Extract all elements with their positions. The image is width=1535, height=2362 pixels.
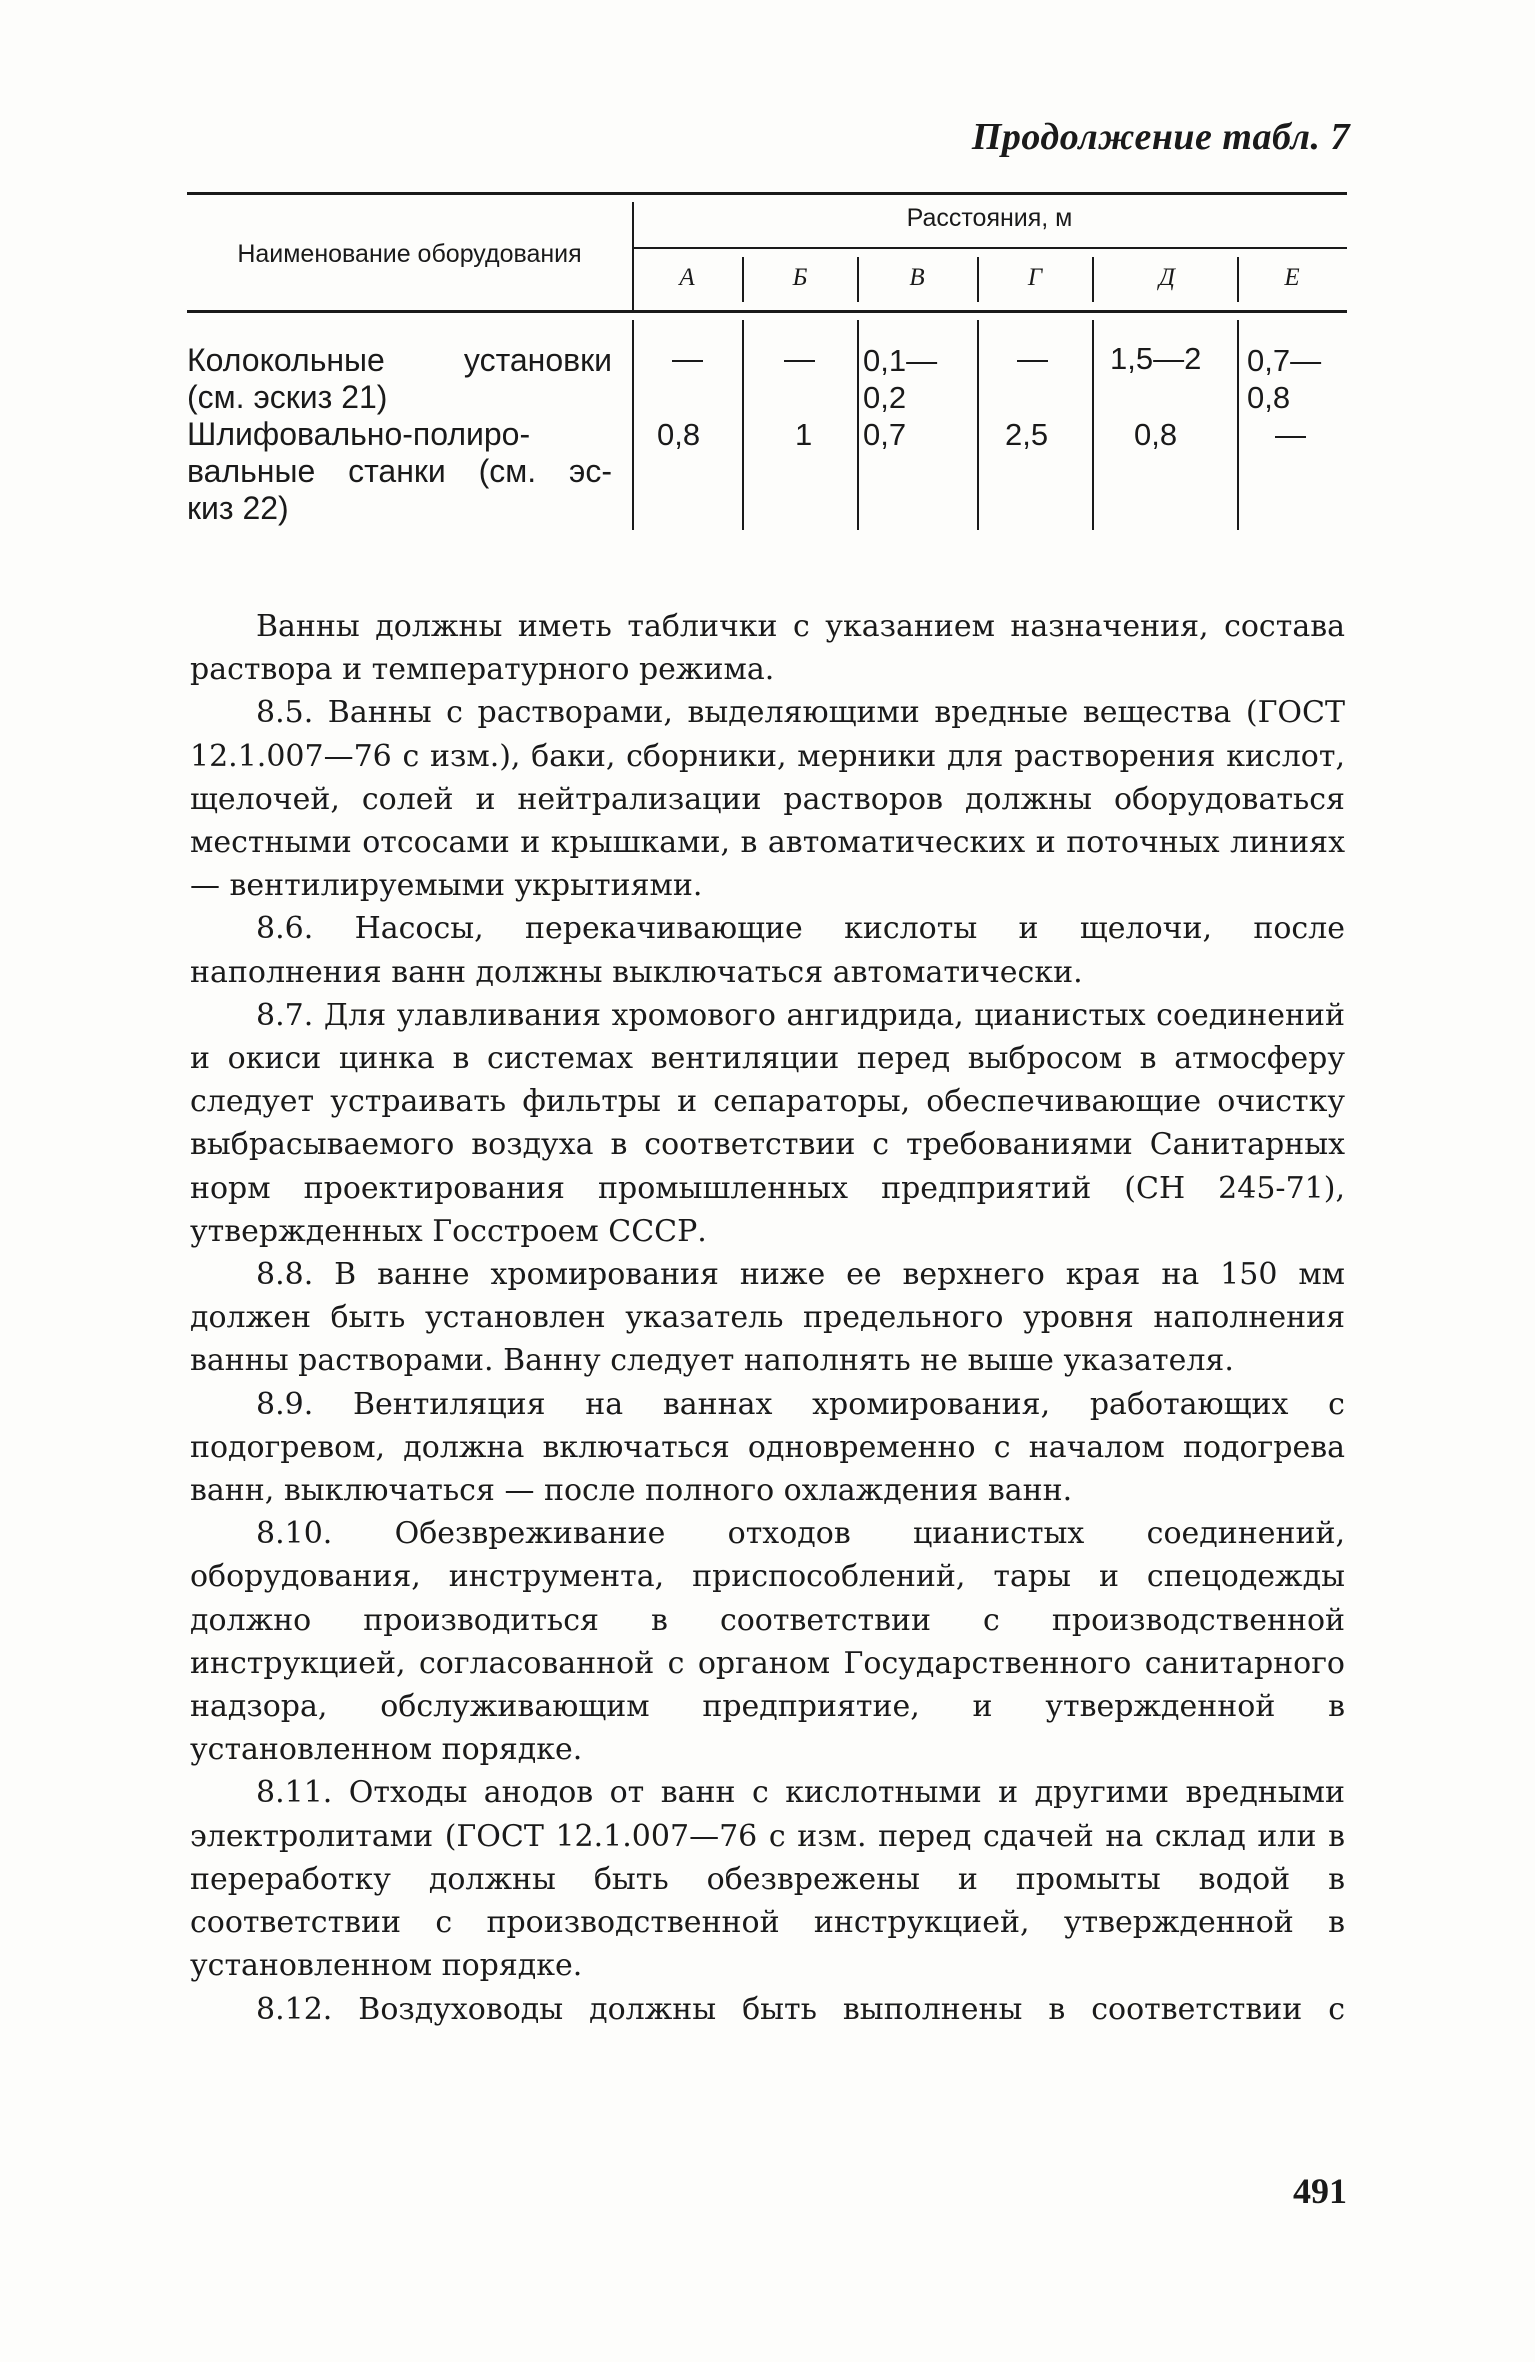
cell-r1-b: —: [784, 341, 815, 376]
cell-r2-d: 0,8: [1134, 417, 1178, 452]
name-line: Шлифовально-полиро-: [187, 416, 531, 452]
name-line: (см. эскиз 21): [187, 379, 388, 415]
col-header-v: В: [909, 264, 925, 291]
name-line: вальные станки (см. эс-: [187, 453, 612, 489]
col-header-g: Г: [1027, 264, 1043, 291]
paragraph-8-7: 8.7. Для улавливания хромового ангидрида, цианистых соединений и окиси цинка в системах вентиляции перед выбросом в атмосферу следует устраивать фильтры и сепараторы, обеспечивающие очистку выбрасываемого воздуха в соответствии с требованиями Санитарных норм проектирования промышленных предприятий (СН 245-71), утвержденных Госстроем СССР.: [190, 997, 1345, 1249]
cell-r1-d: 1,5—2: [1110, 341, 1202, 376]
paragraph-8-5: 8.5. Ванны с растворами, выделяющими вредные вещества (ГОСТ 12.1.007—76 с изм.), баки, сборники, мерники для растворения кислот, щелочей, солей и нейтрализации растворов должны оборудоваться местными отсосами и крышками, в автоматических и поточных линиях — вентилируемыми укрытиями.: [190, 695, 1345, 904]
header-equipment-name: Наименование оборудования: [237, 240, 582, 268]
page-number: 491: [1293, 2171, 1347, 2211]
body-divider: [742, 320, 744, 530]
cell-r1-e: 0,7— 0,8: [1247, 343, 1322, 415]
paragraph-8-8: 8.8. В ванне хромирования ниже ее верхнего края на 150 мм должен быть установлен указатель предельного уровня наполнения ванны растворами. Ванну следует наполнять не выше указателя.: [190, 1257, 1345, 1379]
distances-table: [187, 192, 1347, 532]
cell-r1-v: 0,1— 0,2: [863, 343, 938, 415]
body-text: [190, 605, 1345, 2031]
header-bottom-rule: [187, 310, 1347, 313]
body-divider: [857, 320, 859, 530]
col-header-e: Е: [1284, 264, 1300, 291]
name-line: Колокольные установки: [187, 342, 612, 378]
paragraph-8-6: 8.6. Насосы, перекачивающие кислоты и щелочи, после наполнения ванн должны выключаться автоматически.: [190, 911, 1345, 990]
col-header-d: Д: [1159, 264, 1175, 291]
col-header-b: Б: [792, 264, 808, 291]
table-continuation-title: Продолжение табл. 7: [971, 116, 1350, 158]
name-line: киз 22): [187, 490, 289, 526]
body-divider: [977, 320, 979, 530]
body-divider: [632, 320, 634, 530]
row-name-bell-units: [187, 342, 612, 416]
cell-r2-a: 0,8: [657, 417, 701, 452]
header-divider: [977, 257, 979, 302]
col-header-a: А: [679, 264, 695, 291]
header-divider: [1092, 257, 1094, 302]
cell-r2-e: —: [1275, 417, 1306, 452]
paragraph-8-10: 8.10. Обезвреживание отходов цианистых соединений, оборудования, инструмента, приспособлений, тары и спецодежды должно производиться в соответствии с производственной инструкцией, согласованной с органом Государственного санитарного надзора, обслуживающим предприятие, и утвержденной в установленном порядке.: [190, 1516, 1345, 1768]
cell-r2-b: 1: [795, 417, 813, 452]
cell-r1-g: —: [1017, 341, 1048, 376]
table-top-rule: [187, 192, 1347, 195]
group-header-rule: [632, 247, 1347, 249]
header-divider: [1237, 257, 1239, 302]
paragraph-8-12: 8.12. Воздуховоды должны быть выполнены в соответствии с: [256, 1991, 1345, 2027]
header-distances: Расстояния, м: [906, 204, 1073, 232]
cell-r2-g: 2,5: [1005, 417, 1049, 452]
cell-r1-a: —: [672, 341, 703, 376]
body-divider: [1092, 320, 1094, 530]
cell-r2-v: 0,7: [863, 417, 907, 452]
body-divider: [1237, 320, 1239, 530]
header-divider: [857, 257, 859, 302]
paragraph-tablets: Ванны должны иметь таблички с указанием назначения, состава раствора и температурного режима.: [190, 609, 1345, 688]
row-name-grinding-machines: [187, 416, 612, 527]
paragraph-8-11: 8.11. Отходы анодов от ванн с кислотными и другими вредными электролитами (ГОСТ 12.1.007—76 с изм. перед сдачей на склад или в переработку должны быть обезврежены и промыты водой в соответствии с производственной инструкцией, утвержденной в установленном порядке.: [190, 1775, 1345, 1984]
header-divider: [742, 257, 744, 302]
paragraph-8-9: 8.9. Вентиляция на ваннах хромирования, работающих с подогревом, должна включаться одновременно с началом подогрева ванн, выключаться — после полного охлаждения ванн.: [190, 1386, 1345, 1509]
